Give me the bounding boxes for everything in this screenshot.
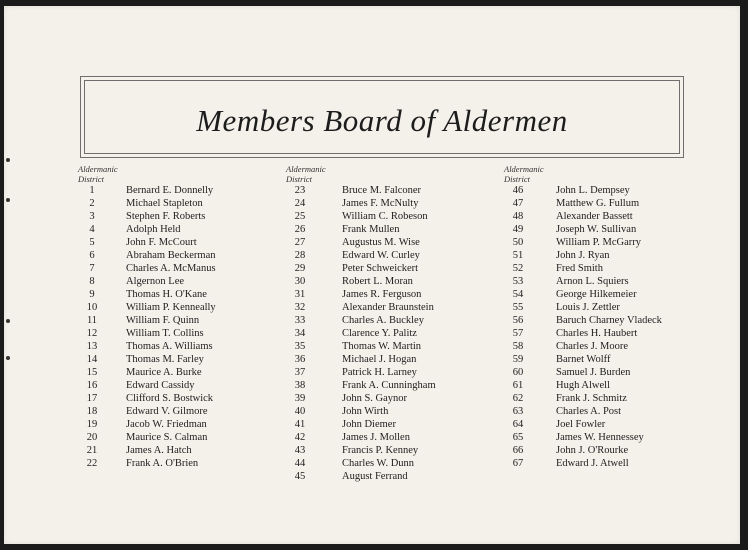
district-number: 66 xyxy=(512,445,524,456)
member-row xyxy=(504,431,644,444)
title-frame xyxy=(80,76,684,158)
district-number: 23 xyxy=(294,185,306,196)
member-row xyxy=(286,184,422,197)
member-name: Edward Cassidy xyxy=(126,380,195,391)
district-number: 32 xyxy=(294,302,306,313)
member-name: Charles J. Moore xyxy=(556,341,629,352)
member-row xyxy=(78,249,216,262)
member-row xyxy=(504,379,610,392)
district-number: 48 xyxy=(512,211,524,222)
member-row xyxy=(504,210,633,223)
member-name: Frank J. Schmitz xyxy=(556,393,627,404)
member-name: Alexander Bassett xyxy=(556,211,633,222)
district-number: 52 xyxy=(512,263,524,274)
member-row xyxy=(286,314,424,327)
binding-hole xyxy=(6,356,10,360)
member-row xyxy=(78,392,214,405)
member-name: Samuel J. Burden xyxy=(556,367,631,378)
member-name: John S. Gaynor xyxy=(342,393,408,404)
district-number: 51 xyxy=(512,250,524,261)
member-name: Alexander Braunstein xyxy=(342,302,434,313)
district-number: 57 xyxy=(512,328,524,339)
member-row xyxy=(78,223,181,236)
member-name: James A. Hatch xyxy=(126,445,192,456)
member-row xyxy=(286,236,420,249)
district-number: 42 xyxy=(294,432,306,443)
binding-hole xyxy=(6,319,10,323)
district-number: 63 xyxy=(512,406,524,417)
header-line2: District xyxy=(78,174,104,184)
member-name: Frank A. Cunningham xyxy=(342,380,436,391)
district-number: 40 xyxy=(294,406,306,417)
member-row xyxy=(504,275,629,288)
district-number: 29 xyxy=(294,263,306,274)
member-name: Edward W. Curley xyxy=(342,250,420,261)
member-name: Thomas A. Williams xyxy=(126,341,213,352)
member-name: Clifford S. Bostwick xyxy=(126,393,214,404)
member-row xyxy=(78,210,206,223)
member-row xyxy=(504,353,611,366)
district-number: 45 xyxy=(294,471,306,482)
member-row xyxy=(504,327,638,340)
member-row xyxy=(78,314,200,327)
member-name: Francis P. Kenney xyxy=(342,445,419,456)
district-number: 24 xyxy=(294,198,306,209)
member-row xyxy=(504,444,629,457)
header-line2: District xyxy=(504,174,530,184)
district-number: 36 xyxy=(294,354,306,365)
member-name: Stephen F. Roberts xyxy=(126,211,206,222)
district-number: 56 xyxy=(512,315,524,326)
member-name: Robert L. Moran xyxy=(342,276,413,287)
member-row xyxy=(78,327,204,340)
member-name: Joel Fowler xyxy=(556,419,606,430)
document-page xyxy=(4,6,740,544)
member-row xyxy=(504,223,637,236)
district-number: 13 xyxy=(86,341,98,352)
district-number: 50 xyxy=(512,237,524,248)
header-line1: Aldermanic xyxy=(286,164,326,174)
member-name: Thomas W. Martin xyxy=(342,341,422,352)
member-row xyxy=(78,418,207,431)
member-name: Jacob W. Friedman xyxy=(126,419,207,430)
member-row xyxy=(78,353,204,366)
member-name: Fred Smith xyxy=(556,263,603,274)
member-row xyxy=(78,457,199,470)
district-number: 53 xyxy=(512,276,524,287)
district-number: 3 xyxy=(89,211,95,222)
member-name: John Wirth xyxy=(342,406,389,417)
district-number: 65 xyxy=(512,432,524,443)
member-name: William F. Quinn xyxy=(126,315,200,326)
member-name: Louis J. Zettler xyxy=(556,302,620,313)
member-row xyxy=(78,197,203,210)
district-number: 10 xyxy=(86,302,98,313)
member-name: John Diemer xyxy=(342,419,396,430)
district-number: 17 xyxy=(86,393,98,404)
member-row xyxy=(504,301,620,314)
district-number: 44 xyxy=(294,458,306,469)
district-number: 21 xyxy=(86,445,98,456)
district-number: 12 xyxy=(86,328,98,339)
member-row xyxy=(286,405,389,418)
district-number: 58 xyxy=(512,341,524,352)
member-row xyxy=(78,288,207,301)
district-number: 35 xyxy=(294,341,306,352)
member-row xyxy=(504,418,606,431)
member-row xyxy=(78,431,208,444)
member-name: Maurice S. Calman xyxy=(126,432,208,443)
district-number: 33 xyxy=(294,315,306,326)
member-row xyxy=(78,275,185,288)
district-number: 8 xyxy=(89,276,95,287)
member-row xyxy=(286,392,408,405)
member-name: Baruch Charney Vladeck xyxy=(556,315,662,326)
member-list xyxy=(78,184,216,470)
member-name: Charles W. Dunn xyxy=(342,458,415,469)
member-name: Abraham Beckerman xyxy=(126,250,216,261)
member-row xyxy=(78,405,208,418)
district-number: 27 xyxy=(294,237,306,248)
member-name: Arnon L. Squiers xyxy=(556,276,629,287)
member-name: William P. Kenneally xyxy=(126,302,216,313)
district-number: 46 xyxy=(512,185,524,196)
member-list xyxy=(286,184,436,483)
district-number: 16 xyxy=(86,380,98,391)
member-name: Michael J. Hogan xyxy=(342,354,417,365)
member-row xyxy=(78,379,195,392)
district-number: 14 xyxy=(86,354,98,365)
member-name: William C. Robeson xyxy=(342,211,428,222)
binding-hole xyxy=(6,158,10,162)
member-row xyxy=(286,288,422,301)
member-row xyxy=(286,366,417,379)
binding-hole xyxy=(6,198,10,202)
district-number: 37 xyxy=(294,367,306,378)
member-name: Bernard E. Donnelly xyxy=(126,185,214,196)
column-header xyxy=(78,164,118,184)
district-number: 59 xyxy=(512,354,524,365)
member-name: Patrick H. Larney xyxy=(342,367,417,378)
district-number: 18 xyxy=(86,406,98,417)
member-row xyxy=(286,353,417,366)
member-row xyxy=(286,431,410,444)
district-number: 4 xyxy=(89,224,95,235)
member-row xyxy=(504,340,629,353)
district-number: 67 xyxy=(512,458,524,469)
member-name: Frank Mullen xyxy=(342,224,400,235)
member-name: James W. Hennessey xyxy=(556,432,644,443)
member-name: Hugh Alwell xyxy=(556,380,610,391)
member-row xyxy=(286,418,396,431)
district-number: 28 xyxy=(294,250,306,261)
member-row xyxy=(504,405,622,418)
member-name: Thomas H. O'Kane xyxy=(126,289,207,300)
header-line1: Aldermanic xyxy=(78,164,118,174)
member-name: August Ferrand xyxy=(342,471,408,482)
member-name: William P. McGarry xyxy=(556,237,642,248)
member-row xyxy=(286,379,436,392)
member-row xyxy=(286,457,415,470)
header-line1: Aldermanic xyxy=(504,164,544,174)
member-name: Thomas M. Farley xyxy=(126,354,204,365)
district-number: 6 xyxy=(89,250,95,261)
member-row xyxy=(504,366,631,379)
district-number: 64 xyxy=(512,419,524,430)
member-row xyxy=(78,366,202,379)
column-header xyxy=(504,164,544,184)
member-name: James J. Mollen xyxy=(342,432,410,443)
district-number: 30 xyxy=(294,276,306,287)
member-row xyxy=(286,444,419,457)
member-name: Joseph W. Sullivan xyxy=(556,224,637,235)
member-row xyxy=(286,249,420,262)
district-number: 55 xyxy=(512,302,524,313)
member-row xyxy=(78,340,213,353)
member-row xyxy=(286,301,434,314)
member-name: George Hilkemeier xyxy=(556,289,637,300)
member-name: Matthew G. Fullum xyxy=(556,198,640,209)
member-row xyxy=(78,262,216,275)
member-name: Barnet Wolff xyxy=(556,354,611,365)
district-number: 49 xyxy=(512,224,524,235)
district-number: 54 xyxy=(512,289,524,300)
member-name: Augustus M. Wise xyxy=(342,237,420,248)
member-name: Edward J. Atwell xyxy=(556,458,629,469)
column-3 xyxy=(504,164,662,470)
district-number: 22 xyxy=(86,458,98,469)
header-line2: District xyxy=(286,174,312,184)
district-number: 39 xyxy=(294,393,306,404)
member-row xyxy=(504,392,627,405)
district-number: 7 xyxy=(89,263,95,274)
district-number: 43 xyxy=(294,445,306,456)
district-number: 38 xyxy=(294,380,306,391)
member-row xyxy=(78,301,216,314)
member-row xyxy=(286,223,400,236)
member-row xyxy=(504,457,629,470)
member-name: John F. McCourt xyxy=(126,237,197,248)
member-row xyxy=(504,236,642,249)
member-name: James R. Ferguson xyxy=(342,289,422,300)
district-number: 20 xyxy=(86,432,98,443)
member-row xyxy=(286,210,428,223)
district-number: 5 xyxy=(89,237,95,248)
district-number: 62 xyxy=(512,393,524,404)
member-name: William T. Collins xyxy=(126,328,204,339)
district-number: 9 xyxy=(89,289,95,300)
member-name: Edward V. Gilmore xyxy=(126,406,208,417)
member-row xyxy=(504,314,662,327)
page-title: Members Board of Aldermen xyxy=(196,103,568,138)
member-name: Bruce M. Falconer xyxy=(342,185,422,196)
district-number: 2 xyxy=(89,198,95,209)
member-row xyxy=(78,184,214,197)
district-number: 26 xyxy=(294,224,306,235)
member-name: James F. McNulty xyxy=(342,198,419,209)
district-number: 60 xyxy=(512,367,524,378)
member-name: Charles A. McManus xyxy=(126,263,216,274)
member-row xyxy=(286,340,422,353)
district-number: 31 xyxy=(294,289,306,300)
member-row xyxy=(286,327,417,340)
member-name: Peter Schweickert xyxy=(342,263,419,274)
district-number: 61 xyxy=(512,380,524,391)
member-name: Frank A. O'Brien xyxy=(126,458,199,469)
district-number: 1 xyxy=(89,185,95,196)
member-row xyxy=(286,275,413,288)
district-number: 11 xyxy=(86,315,98,326)
member-name: Michael Stapleton xyxy=(126,198,203,209)
member-list xyxy=(504,184,662,470)
member-name: John L. Dempsey xyxy=(556,185,630,196)
member-name: Maurice A. Burke xyxy=(126,367,202,378)
member-name: Algernon Lee xyxy=(126,276,185,287)
member-name: Charles A. Post xyxy=(556,406,622,417)
column-1 xyxy=(78,164,216,470)
member-row xyxy=(286,470,408,483)
member-name: Clarence Y. Palitz xyxy=(342,328,417,339)
district-number: 19 xyxy=(86,419,98,430)
member-row xyxy=(504,197,640,210)
member-row xyxy=(286,262,419,275)
member-row xyxy=(504,262,603,275)
member-name: Adolph Held xyxy=(126,224,181,235)
district-number: 34 xyxy=(294,328,306,339)
district-number: 41 xyxy=(294,419,306,430)
column-2 xyxy=(286,164,436,483)
district-number: 25 xyxy=(294,211,306,222)
member-row xyxy=(504,184,630,197)
member-name: John J. Ryan xyxy=(556,250,610,261)
member-row xyxy=(286,197,419,210)
member-name: Charles A. Buckley xyxy=(342,315,424,326)
district-number: 15 xyxy=(86,367,98,378)
member-name: John J. O'Rourke xyxy=(556,445,629,456)
member-row xyxy=(504,249,610,262)
member-row xyxy=(504,288,637,301)
district-number: 47 xyxy=(512,198,524,209)
member-name: Charles H. Haubert xyxy=(556,328,638,339)
member-row xyxy=(78,236,197,249)
member-row xyxy=(78,444,192,457)
column-header xyxy=(286,164,326,184)
